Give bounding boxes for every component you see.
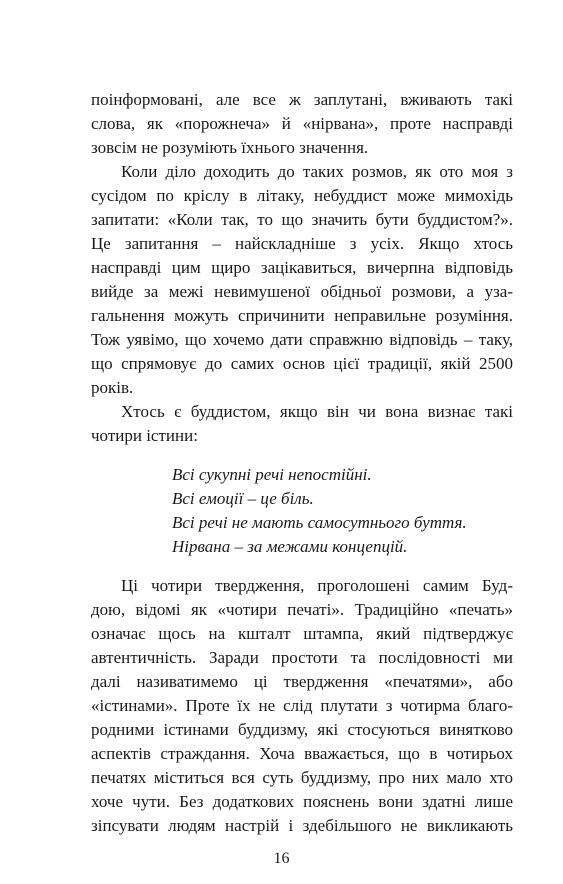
text-line: зіпсувати людям настрій і здебільшого не викликають: [91, 816, 513, 835]
text-line: що спрямовує до самих основ цієї традиції, якій 2500: [91, 354, 513, 373]
truth-line: Всі емоції – це біль.: [172, 489, 314, 508]
page-number: 16: [273, 850, 290, 867]
text-line: аспектів страждання. Хоча вважається, що в чотирьох: [91, 744, 513, 763]
text-line: далі називатимемо ці твердження «печатями», або: [91, 672, 513, 691]
text-line: дою, відомі як «чотири печаті». Традиційно «печать»: [91, 600, 513, 619]
text-line: Хтось є буддистом, якщо він чи вона визнає такі: [121, 402, 513, 421]
text-line: автентичність. Заради простоти та послідовності ми: [91, 648, 513, 667]
text-line: Це запитання – найскладніше з усіх. Якщо хтось: [91, 234, 513, 253]
text-line: насправді цим щиро зацікавиться, вичерпна відповідь: [91, 258, 513, 277]
truth-line: Всі сукупні речі непостійні.: [172, 465, 372, 484]
text-line: поінформовані, але все ж заплутані, вживають такі: [91, 90, 513, 109]
text-line: «істинами». Проте їх не слід плутати з чотирма благо-: [91, 696, 513, 715]
text-line: хоче чути. Без додаткових пояснень вони здатні лише: [91, 792, 513, 811]
text-line: років.: [91, 378, 134, 397]
text-line: означає щось на кшталт штампа, який підтверджує: [91, 624, 513, 643]
truth-line: Нірвана – за межами концепцій.: [172, 537, 408, 556]
text-line: печатях міститься вся суть буддизму, про них мало хто: [91, 768, 513, 787]
text-line: запитати: «Коли так, то що значить бути буддистом?».: [91, 210, 513, 229]
text-line: родними істинами буддизму, які стосуються винятково: [91, 720, 513, 739]
text-line: чотири істини:: [91, 426, 198, 445]
text-line: слова, як «порожнеча» й «нірвана», проте насправді: [91, 114, 513, 133]
text-line: сусідом по кріслу в літаку, небуддист може мимохідь: [91, 186, 513, 205]
text-line: гальнення можуть спричинити неправильне розуміння.: [91, 306, 513, 325]
text-line: Коли діло доходить до таких розмов, як ото моя з: [121, 162, 513, 181]
text-line: Тож уявімо, що хочемо дати справжню відповідь – таку,: [91, 330, 513, 349]
text-line: зовсім не розуміють їхнього значення.: [91, 138, 369, 157]
text-line: вийде за межі невимушеної обідньої розмови, а уза-: [91, 282, 513, 301]
truth-line: Всі речі не мають самосутнього буття.: [172, 513, 467, 532]
text-line: Ці чотири твердження, проголошені самим Буд-: [121, 576, 513, 595]
